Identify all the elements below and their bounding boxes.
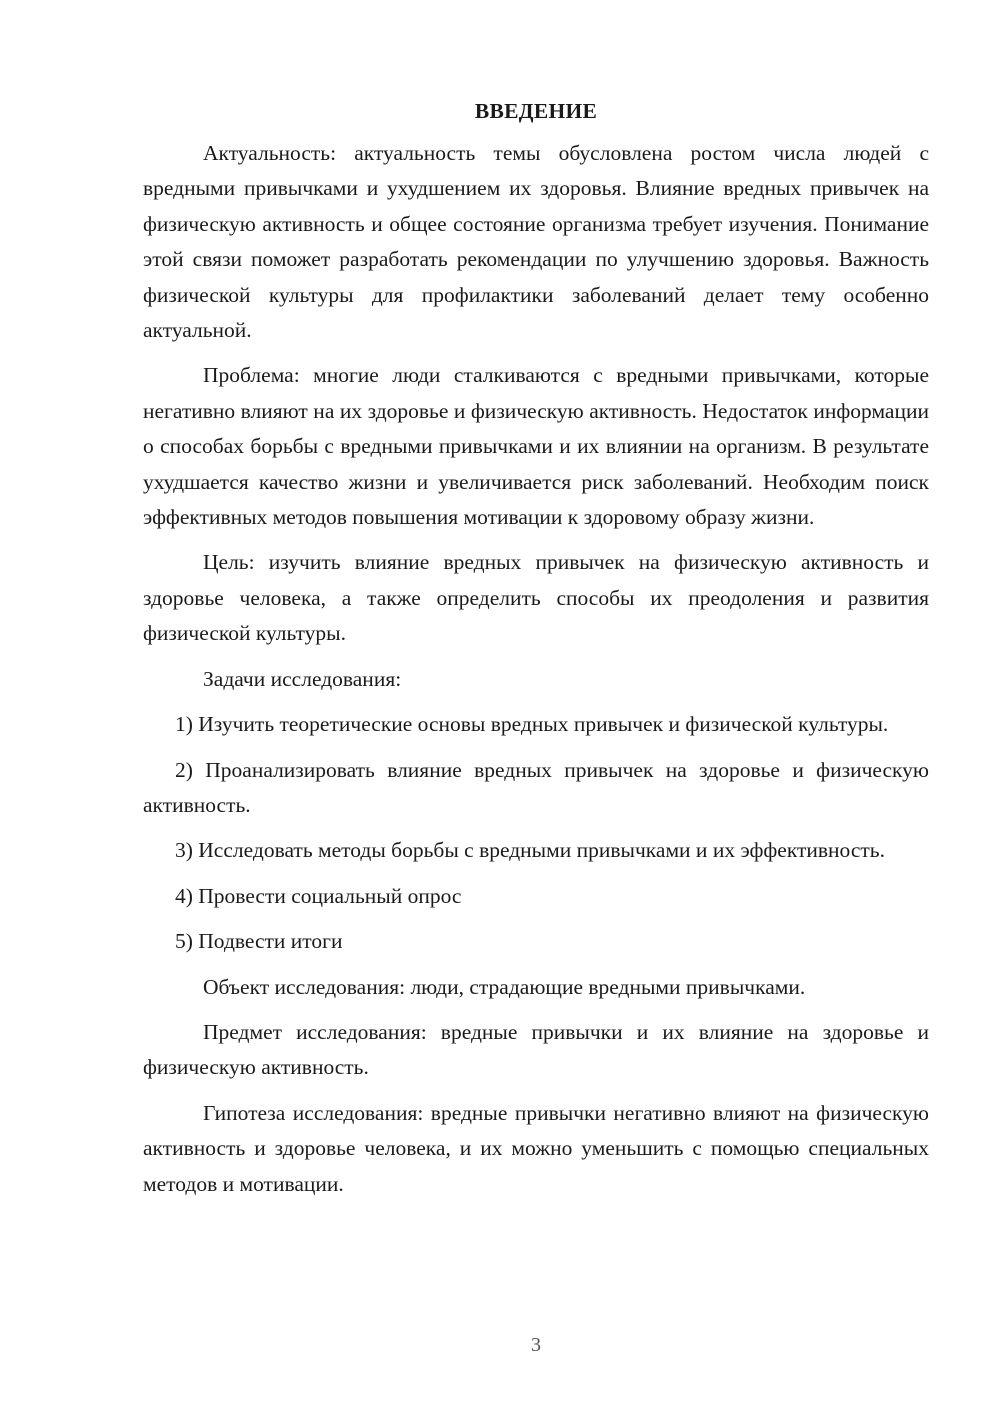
goal-paragraph: Цель: изучить влияние вредных привычек на физическую активность и здоровье человека, а также определить способы их преодоления и развития физической культуры. [143, 550, 929, 646]
task-item-4: 4) Провести социальный опрос [175, 883, 462, 908]
object-paragraph: Объект исследования: люди, страдающие вредными привычками. [203, 974, 806, 999]
section-heading: ВВЕДЕНИЕ [474, 99, 598, 123]
tasks-heading: Задачи исследования: [203, 666, 402, 691]
task-item-1: 1) Изучить теоретические основы вредных привычек и физической культуры. [175, 712, 889, 737]
page-number: 3 [531, 1334, 541, 1356]
task-item-5: 5) Подвести итоги [175, 929, 343, 954]
task-item-3: 3) Исследовать методы борьбы с вредными привычками и их эффективность. [175, 838, 885, 863]
task-item-2: 2) Проанализировать влияние вредных привычек на здоровье и физическую активность. [143, 757, 929, 817]
problem-paragraph: Проблема: многие люди сталкиваются с вредными привычками, которые негативно влияют на их здоровье и физическую активность. Недостаток информации о способах борьбы с вредными привычками и их влиянии на организм. В результате ухудшается качество жизни и увеличивается риск заболеваний. Необходим поиск эффективных методов повышения мотивации к здоровому образу жизни. [143, 363, 929, 530]
document-page [143, 96, 929, 1212]
relevance-paragraph: Актуальность: актуальность темы обусловлена ростом числа людей с вредными привычками и ухудшением их здоровья. Влияние вредных привычек на физическую активность и общее состояние организма требует изучения. Понимание этой связи поможет разработать рекомендации по улучшению здоровья. Важность физической культуры для профилактики заболеваний делает тему особенно актуальной. [143, 141, 929, 343]
hypothesis-paragraph: Гипотеза исследования: вредные привычки негативно влияют на физическую активность и здоровье человека, и их можно уменьшить с помощью специальных методов и мотивации. [143, 1100, 929, 1196]
subject-paragraph: Предмет исследования: вредные привычки и их влияние на здоровье и физическую активность. [143, 1019, 929, 1080]
